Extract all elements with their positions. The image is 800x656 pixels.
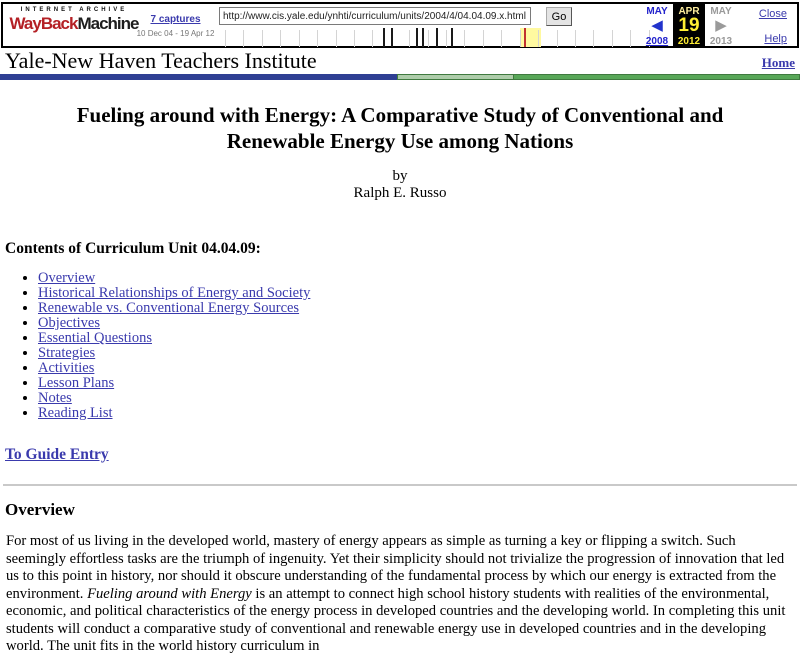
- contents-list: [0, 271, 800, 421]
- next-date-column: [705, 4, 737, 46]
- close-toolbar-link[interactable]: Close: [758, 8, 787, 20]
- list-item: [38, 316, 800, 331]
- color-bar-green-segment: [514, 74, 800, 80]
- timeline-tick: [446, 30, 447, 47]
- current-day-label: 19: [678, 15, 700, 36]
- contents-link-notes[interactable]: Notes: [38, 390, 72, 406]
- timeline-tick: [428, 30, 429, 47]
- site-header: [0, 48, 800, 72]
- next-capture-arrow-icon: ▶: [715, 17, 727, 34]
- wayback-machine-logo[interactable]: [9, 7, 139, 32]
- capture-mark[interactable]: [422, 28, 424, 47]
- contents-link-renewable-vs-conventional[interactable]: Renewable vs. Conventional Energy Sources: [38, 300, 300, 316]
- color-bar-pale-green-segment: [397, 74, 514, 80]
- prev-month-link[interactable]: MAY: [646, 6, 668, 17]
- timeline-tick: [336, 30, 337, 47]
- contents-link-essential-questions[interactable]: Essential Questions: [38, 330, 152, 346]
- page-title: Fueling around with Energy: A Comparative Study of Conventional and Renewable Energy Use among Nations: [76, 103, 724, 153]
- timeline-tick: [299, 30, 300, 47]
- current-date-column: [673, 4, 705, 46]
- wayback-logo-text: WayBackMachine: [9, 14, 139, 33]
- paragraph-part2: is an attempt to connect high school history students with realities of the environmental, economic, and political characteristics of the energy process in developed countries and the developing world. In completing this unit students will conduct a comparative study of conventional and renewable energy use in developed countries and in the developing world. The unit fits in the world history curriculum in: [6, 585, 786, 654]
- captures-link[interactable]: 7 captures: [150, 14, 201, 25]
- current-capture-line: [524, 28, 526, 47]
- overview-section-heading: Overview: [5, 500, 75, 519]
- divider: [3, 484, 797, 486]
- timeline-tick: [317, 30, 318, 47]
- capture-mark[interactable]: [451, 28, 453, 47]
- timeline-tick: [593, 30, 594, 47]
- contents-link-activities[interactable]: Activities: [38, 360, 95, 376]
- timeline-tick: [520, 30, 521, 47]
- capture-mark[interactable]: [383, 28, 385, 47]
- timeline-tick: [575, 30, 576, 47]
- color-bar-blue-segment: [0, 74, 397, 80]
- list-item: [38, 376, 800, 391]
- timeline-tick: [483, 30, 484, 47]
- timeline-tick: [372, 30, 373, 47]
- contents-link-reading-list[interactable]: Reading List: [38, 405, 113, 421]
- current-month-label: APR: [678, 6, 700, 17]
- internet-archive-label: INTERNET ARCHIVE: [20, 7, 128, 13]
- list-item: [38, 301, 800, 316]
- url-input[interactable]: [219, 7, 531, 25]
- timeline-tick: [538, 30, 539, 47]
- date-navigation: [641, 4, 737, 46]
- byline: [0, 168, 800, 202]
- contents-link-lesson-plans[interactable]: Lesson Plans: [38, 375, 115, 391]
- paragraph-part1: For most of us living in the developed world, mastery of energy appears as simple as turning a key or flipping a switch. Such seemingly effortless tasks are the triumph of ingenuity. Yet their simplicity should not trivialize the progression of innovation that led us to this point in history, nor should it obscure understanding of the fundamental process by which our energy is extracted from the environment.: [6, 533, 785, 602]
- current-year-label: 2012: [677, 36, 701, 47]
- list-item: [38, 286, 800, 301]
- guide-entry-link[interactable]: To Guide Entry: [5, 446, 109, 463]
- list-item: [38, 391, 800, 406]
- list-item: [38, 346, 800, 361]
- list-item: [38, 406, 800, 421]
- capture-mark[interactable]: [391, 28, 393, 47]
- timeline-tick: [354, 30, 355, 47]
- timeline-tick: [243, 30, 244, 47]
- capture-mark[interactable]: [416, 28, 418, 47]
- header-color-bar: [0, 74, 800, 80]
- toolbar-side-links: [749, 4, 789, 46]
- contents-link-objectives[interactable]: Objectives: [38, 315, 101, 331]
- site-title: Yale-New Haven Teachers Institute: [5, 48, 317, 73]
- prev-capture-arrow-icon[interactable]: ◀: [651, 17, 663, 34]
- byline-prefix: by: [392, 168, 408, 184]
- capture-mark[interactable]: [436, 28, 438, 47]
- paragraph-italic-title: Fueling around with Energy: [87, 585, 252, 602]
- prev-year-link[interactable]: 2008: [645, 36, 669, 47]
- contents-link-historical-relationships[interactable]: Historical Relationships of Energy and Society: [38, 285, 311, 301]
- overview-paragraph: [6, 533, 794, 656]
- prev-date-column: [641, 4, 673, 46]
- timeline-tick: [630, 30, 631, 47]
- timeline-tick: [557, 30, 558, 47]
- timeline-tick: [501, 30, 502, 47]
- timeline-tick: [225, 30, 226, 47]
- next-month-label: MAY: [710, 6, 732, 17]
- list-item: [38, 331, 800, 346]
- timeline-tick: [612, 30, 613, 47]
- captures-date-range: 10 Dec 04 - 19 Apr 12: [136, 29, 215, 38]
- captures-block: [128, 9, 223, 38]
- author-name: Ralph E. Russo: [353, 185, 447, 201]
- go-button[interactable]: Go: [546, 7, 572, 26]
- contents-link-overview[interactable]: Overview: [38, 270, 96, 286]
- list-item: [38, 361, 800, 376]
- help-link[interactable]: Help: [764, 33, 787, 45]
- timeline-tick: [464, 30, 465, 47]
- wayback-toolbar: [1, 2, 799, 48]
- contents-link-strategies[interactable]: Strategies: [38, 345, 96, 361]
- list-item: [38, 271, 800, 286]
- home-link[interactable]: Home: [761, 55, 795, 70]
- timeline-tick: [262, 30, 263, 47]
- timeline-tick: [409, 30, 410, 47]
- wayback-timeline[interactable]: [225, 28, 653, 47]
- next-year-label: 2013: [709, 36, 733, 47]
- timeline-tick: [280, 30, 281, 47]
- contents-heading: Contents of Curriculum Unit 04.04.09:: [5, 240, 261, 257]
